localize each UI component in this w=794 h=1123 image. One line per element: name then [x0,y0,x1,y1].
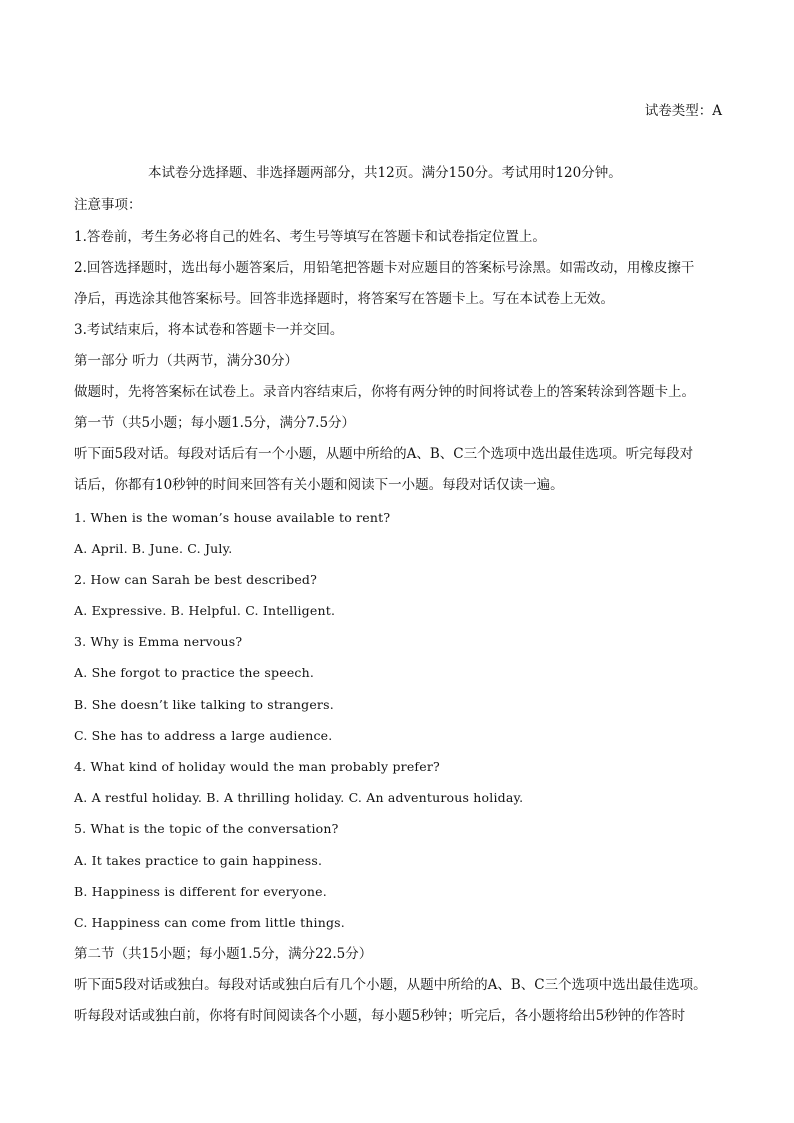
exam-intro: 本试卷分选择题、非选择题两部分，共12页。满分150分。考试用时120分钟。 [148,165,622,181]
question-line: 1. When is the woman’s house available to rent? [74,510,391,525]
section2-instruction: 听每段对话或独白前，你将有时间阅读各个小题，每小题5秒钟；听完后，各小题将给出5秒钟的作答时 [74,1008,686,1024]
option-line: A. Expressive. B. Helpful. C. Intelligent. [74,603,336,618]
paper-type-label: 试卷类型：A [644,103,722,119]
notice-item: 净后，再选涂其他答案标号。回答非选择题时，将答案写在答题卡上。写在本试卷上无效。 [74,291,614,307]
question-line: 2. How can Sarah be best described? [74,572,318,587]
option-line: B. Happiness is different for everyone. [74,884,327,899]
part1-instruction: 做题时，先将答案标在试卷上。录音内容结束后，你将有两分钟的时间将试卷上的答案转涂到答题卡上。 [74,384,695,400]
section2-title: 第二节（共15小题；每小题1.5分，满分22.5分） [74,946,373,962]
section2-instruction: 听下面5段对话或独白。每段对话或独白后有几个小题，从题中所给的A、B、C三个选项中选出最佳选项。 [74,977,707,993]
option-line: B. She doesn’t like talking to strangers. [74,697,334,712]
section1-instruction: 话后，你都有10秒钟的时间来回答有关小题和阅读下一小题。每段对话仅读一遍。 [74,477,564,493]
question-line: 3. Why is Emma nervous? [74,634,243,649]
option-line: A. It takes practice to gain happiness. [74,853,323,868]
notice-item: 3.考试结束后，将本试卷和答题卡一并交回。 [74,322,344,338]
option-line: A. She forgot to practice the speech. [74,665,315,680]
notice-title: 注意事项： [74,197,142,213]
question-line: 4. What kind of holiday would the man probably prefer? [74,759,440,774]
part1-title: 第一部分 听力（共两节，满分30分） [74,353,298,369]
option-line: A. April. B. June. C. July. [74,541,233,556]
notice-item: 1.答卷前，考生务必将自己的姓名、考生号等填写在答题卡和试卷指定位置上。 [74,229,546,245]
question-line: 5. What is the topic of the conversation? [74,821,339,836]
option-line: C. She has to address a large audience. [74,728,333,743]
option-line: C. Happiness can come from little things. [74,915,345,930]
option-line: A. A restful holiday. B. A thrilling holiday. C. An adventurous holiday. [74,790,524,805]
notice-item: 2.回答选择题时，选出每小题答案后，用铅笔把答题卡对应题目的答案标号涂黑。如需改动，用橡皮擦干 [74,260,695,276]
section1-instruction: 听下面5段对话。每段对话后有一个小题，从题中所给的A、B、C三个选项中选出最佳选项。听完每段对 [74,446,694,462]
section1-title: 第一节（共5小题；每小题1.5分，满分7.5分） [74,415,356,431]
